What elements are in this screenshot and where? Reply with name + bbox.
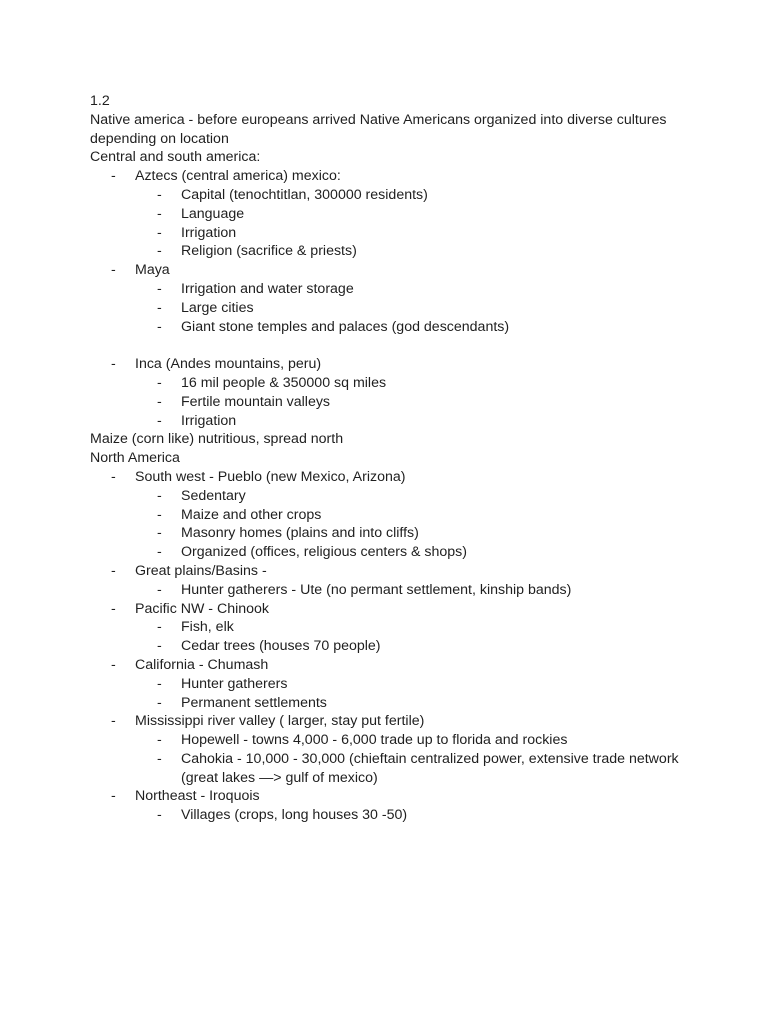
list-item-aztecs — [90, 167, 690, 186]
bullet-dash: - — [157, 280, 162, 297]
bullet-dash: - — [157, 299, 162, 316]
sub-list-item — [90, 224, 690, 243]
central-south-america-heading: Central and south america: — [90, 149, 261, 166]
list-item-mississippi — [90, 712, 690, 731]
sub-list-item-text: Sedentary — [181, 487, 246, 504]
bullet-dash: - — [157, 243, 162, 260]
sub-list-item-text: Villages (crops, long houses 30 -50) — [181, 807, 408, 824]
sub-list-item — [90, 618, 690, 637]
sub-list-item — [90, 731, 690, 750]
sub-list-item — [90, 299, 690, 318]
sub-list-item-text: Hunter gatherers - Ute (no permant settlement, kinship bands) — [181, 581, 572, 598]
sub-list-item — [90, 543, 690, 562]
bullet-dash: - — [157, 807, 162, 824]
bullet-dash: - — [157, 544, 162, 561]
bullet-dash: - — [157, 525, 162, 542]
sub-list-item-text: Masonry homes (plains and into cliffs) — [181, 525, 419, 542]
sub-list-item-text: Organized (offices, religious centers & shops) — [181, 544, 467, 561]
sub-list-item-text: Capital (tenochtitlan, 300000 residents) — [181, 186, 428, 203]
bullet-dash: - — [157, 374, 162, 391]
sub-list-item — [90, 205, 690, 224]
bullet-dash: - — [111, 713, 116, 730]
list-item-great-plains — [90, 562, 690, 581]
bullet-dash: - — [111, 562, 116, 579]
sub-list-item-text: Fertile mountain valleys — [181, 393, 331, 410]
bullet-dash: - — [111, 656, 116, 673]
sub-list-item — [90, 393, 690, 412]
sub-list-item-text: Language — [181, 205, 245, 222]
list-item-label: Inca (Andes mountains, peru) — [135, 356, 322, 373]
bullet-dash: - — [157, 487, 162, 504]
sub-list-item — [90, 581, 690, 600]
bullet-dash: - — [111, 168, 116, 185]
sub-list-item — [90, 694, 690, 713]
sub-list-item-text: Fish, elk — [181, 619, 234, 636]
list-item-maya — [90, 261, 690, 280]
sub-list-item — [90, 374, 690, 393]
bullet-dash: - — [157, 224, 162, 241]
bullet-dash: - — [111, 262, 116, 279]
sub-list-item-text: Maize and other crops — [181, 506, 322, 523]
maize-note: Maize (corn like) nutritious, spread north — [90, 431, 344, 448]
list-item-label: Aztecs (central america) mexico: — [135, 168, 341, 185]
sub-list-item — [90, 524, 690, 543]
sub-list-item-text: Religion (sacrifice & priests) — [181, 243, 357, 260]
list-item-label: California - Chumash — [135, 656, 269, 673]
bullet-dash: - — [111, 356, 116, 373]
sub-list-item-text: Hunter gatherers — [181, 675, 288, 692]
sub-list-item-text: Giant stone temples and palaces (god descendants) — [181, 318, 510, 335]
bullet-dash: - — [157, 393, 162, 410]
sub-list-item-text: Irrigation — [181, 224, 237, 241]
list-item-label: Pacific NW - Chinook — [135, 600, 270, 617]
sub-list-item-text: Irrigation — [181, 412, 237, 429]
list-item-southwest — [90, 468, 690, 487]
bullet-dash: - — [111, 600, 116, 617]
list-item-label: Mississippi river valley ( larger, stay put fertile) — [135, 713, 425, 730]
sub-list-item — [90, 487, 690, 506]
sub-list-item — [90, 750, 690, 788]
list-item-inca — [90, 355, 690, 374]
north-america-heading: North America — [90, 450, 180, 467]
list-item-label: Northeast - Iroquois — [135, 788, 260, 805]
sub-list-item — [90, 506, 690, 525]
bullet-dash: - — [157, 732, 162, 749]
list-item-pacific-nw — [90, 600, 690, 619]
sub-list-item-text: Large cities — [181, 299, 254, 316]
blank-line — [90, 336, 690, 355]
bullet-dash: - — [157, 581, 162, 598]
sub-list-item-text: Cahokia - 10,000 - 30,000 (chieftain centralized power, extensive trade network (great lakes —> gulf of mexico) — [181, 750, 679, 786]
bullet-dash: - — [111, 468, 116, 485]
notes-document — [90, 92, 690, 825]
sub-list-item — [90, 318, 690, 337]
bullet-dash: - — [157, 694, 162, 711]
sub-list-item-text: Hopewell - towns 4,000 - 6,000 trade up to florida and rockies — [181, 732, 568, 749]
bullet-dash: - — [111, 788, 116, 805]
list-item-label: South west - Pueblo (new Mexico, Arizona) — [135, 468, 406, 485]
sub-list-item-text: Cedar trees (houses 70 people) — [181, 638, 381, 655]
list-item-label: Maya — [135, 262, 170, 279]
sub-list-item — [90, 637, 690, 656]
list-item-northeast — [90, 787, 690, 806]
bullet-dash: - — [157, 205, 162, 222]
sub-list-item — [90, 186, 690, 205]
bullet-dash: - — [157, 638, 162, 655]
list-item-label: Great plains/Basins - — [135, 562, 267, 579]
bullet-dash: - — [157, 675, 162, 692]
bullet-dash: - — [157, 186, 162, 203]
sub-list-item — [90, 412, 690, 431]
list-item-california — [90, 656, 690, 675]
sub-list-item — [90, 242, 690, 261]
bullet-dash: - — [157, 619, 162, 636]
sub-list-item — [90, 280, 690, 299]
intro-paragraph: Native america - before europeans arrived Native Americans organized into diverse cultures depending on location — [90, 111, 671, 147]
sub-list-item — [90, 675, 690, 694]
sub-list-item-text: Permanent settlements — [181, 694, 327, 711]
sub-list-item — [90, 806, 690, 825]
section-number: 1.2 — [90, 93, 110, 109]
sub-list-item-text: 16 mil people & 350000 sq miles — [181, 374, 387, 391]
bullet-dash: - — [157, 318, 162, 335]
bullet-dash: - — [157, 506, 162, 523]
bullet-dash: - — [157, 750, 162, 767]
bullet-dash: - — [157, 412, 162, 429]
sub-list-item-text: Irrigation and water storage — [181, 280, 354, 297]
